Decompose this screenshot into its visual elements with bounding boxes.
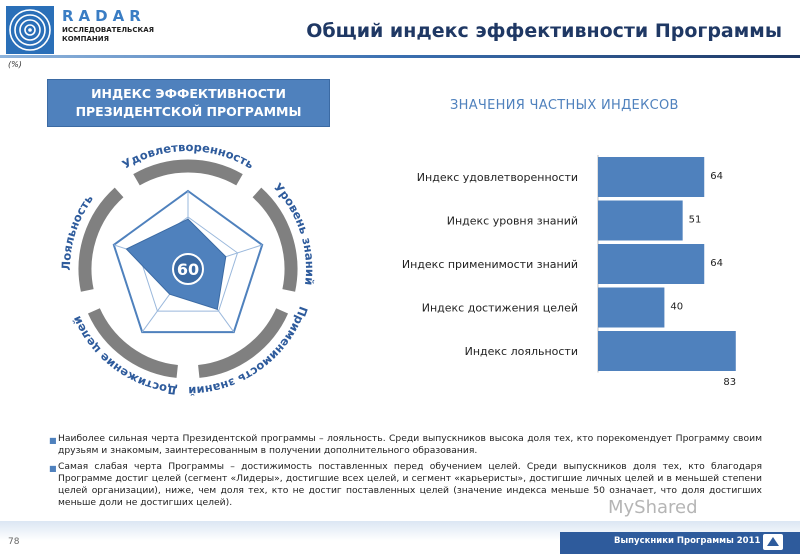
page-number: 78 xyxy=(8,537,20,547)
value-label: 64 xyxy=(710,258,723,269)
panel-heading xyxy=(47,79,330,127)
panel-heading-line2: ПРЕЗИДЕНТСКОЙ ПРОГРАММЫ xyxy=(75,104,302,119)
dimension-label: Удовлетворенность xyxy=(119,139,257,172)
dimension-label: Уровень знаний xyxy=(271,180,318,287)
note-item xyxy=(49,433,762,457)
watermark: MyShared xyxy=(608,497,698,518)
bar xyxy=(598,201,683,241)
radar-logo xyxy=(6,6,54,54)
chart-title: ЗНАЧЕНИЯ ЧАСТНЫХ ИНДЕКСОВ xyxy=(450,98,679,113)
radar-diagram xyxy=(47,127,330,402)
radar-panel xyxy=(47,127,330,402)
category-label: Индекс удовлетворенности xyxy=(416,171,578,184)
program-logo-icon xyxy=(762,532,784,552)
bullet-icon: ■ xyxy=(49,464,57,473)
unit-label: (%) xyxy=(8,60,22,69)
dimension-label: Лояльность xyxy=(58,192,96,271)
category-label: Индекс уровня знаний xyxy=(446,214,578,228)
category-label: Индекс применимости знаний xyxy=(401,258,578,271)
brand-subtitle: ИССЛЕДОВАТЕЛЬСКАЯ КОМПАНИЯ xyxy=(62,26,155,43)
center-value: 60 xyxy=(176,260,200,279)
bar xyxy=(598,157,704,197)
category-label: Индекс достижения целей xyxy=(421,301,578,315)
note-text: Наиболее сильная черта Президентской программы – лояльность. Среди выпускников высока доля тех, кто порекомендует Программу своим друзьям и знакомым, заинтересованным в получении дополнительного образования. xyxy=(58,433,762,456)
dimension-arc xyxy=(137,166,240,180)
brand-name: RADAR xyxy=(62,7,146,25)
value-label: 40 xyxy=(670,301,684,313)
value-label: 51 xyxy=(688,214,702,226)
bar xyxy=(598,288,664,328)
page-title: Общий индекс эффективности Программы xyxy=(306,20,782,42)
footer-text: Выпускники Программы 2011 xyxy=(614,536,761,546)
bar xyxy=(598,331,736,371)
panel-heading-line1: ИНДЕКС ЭФФЕКТИВНОСТИ xyxy=(91,86,286,101)
bar xyxy=(598,244,704,284)
note-text: Самая слабая черта Программы – достижимость поставленных перед обучением целей. Среди выпускников доля тех, кто благодаря Программе достиг целей (сегмент «Лидеры», достигшие всех целей, и сегмент «карьеристы», достигшие личных целей и в меньшей степени целей организации), ниже, чем доля тех, кто не достиг поставленных целей (значение индекса меньше 50 означает, что доля достигших меньше доли не достигших целей). xyxy=(58,461,762,508)
dimension-label: Достижение целей xyxy=(69,313,179,398)
value-label: 83 xyxy=(723,377,737,388)
category-label: Индекс лояльности xyxy=(464,345,578,358)
header-divider xyxy=(0,55,800,58)
value-label: 64 xyxy=(710,171,723,182)
bullet-icon: ■ xyxy=(49,436,57,445)
dimension-label: Применимость знаний xyxy=(188,304,311,399)
